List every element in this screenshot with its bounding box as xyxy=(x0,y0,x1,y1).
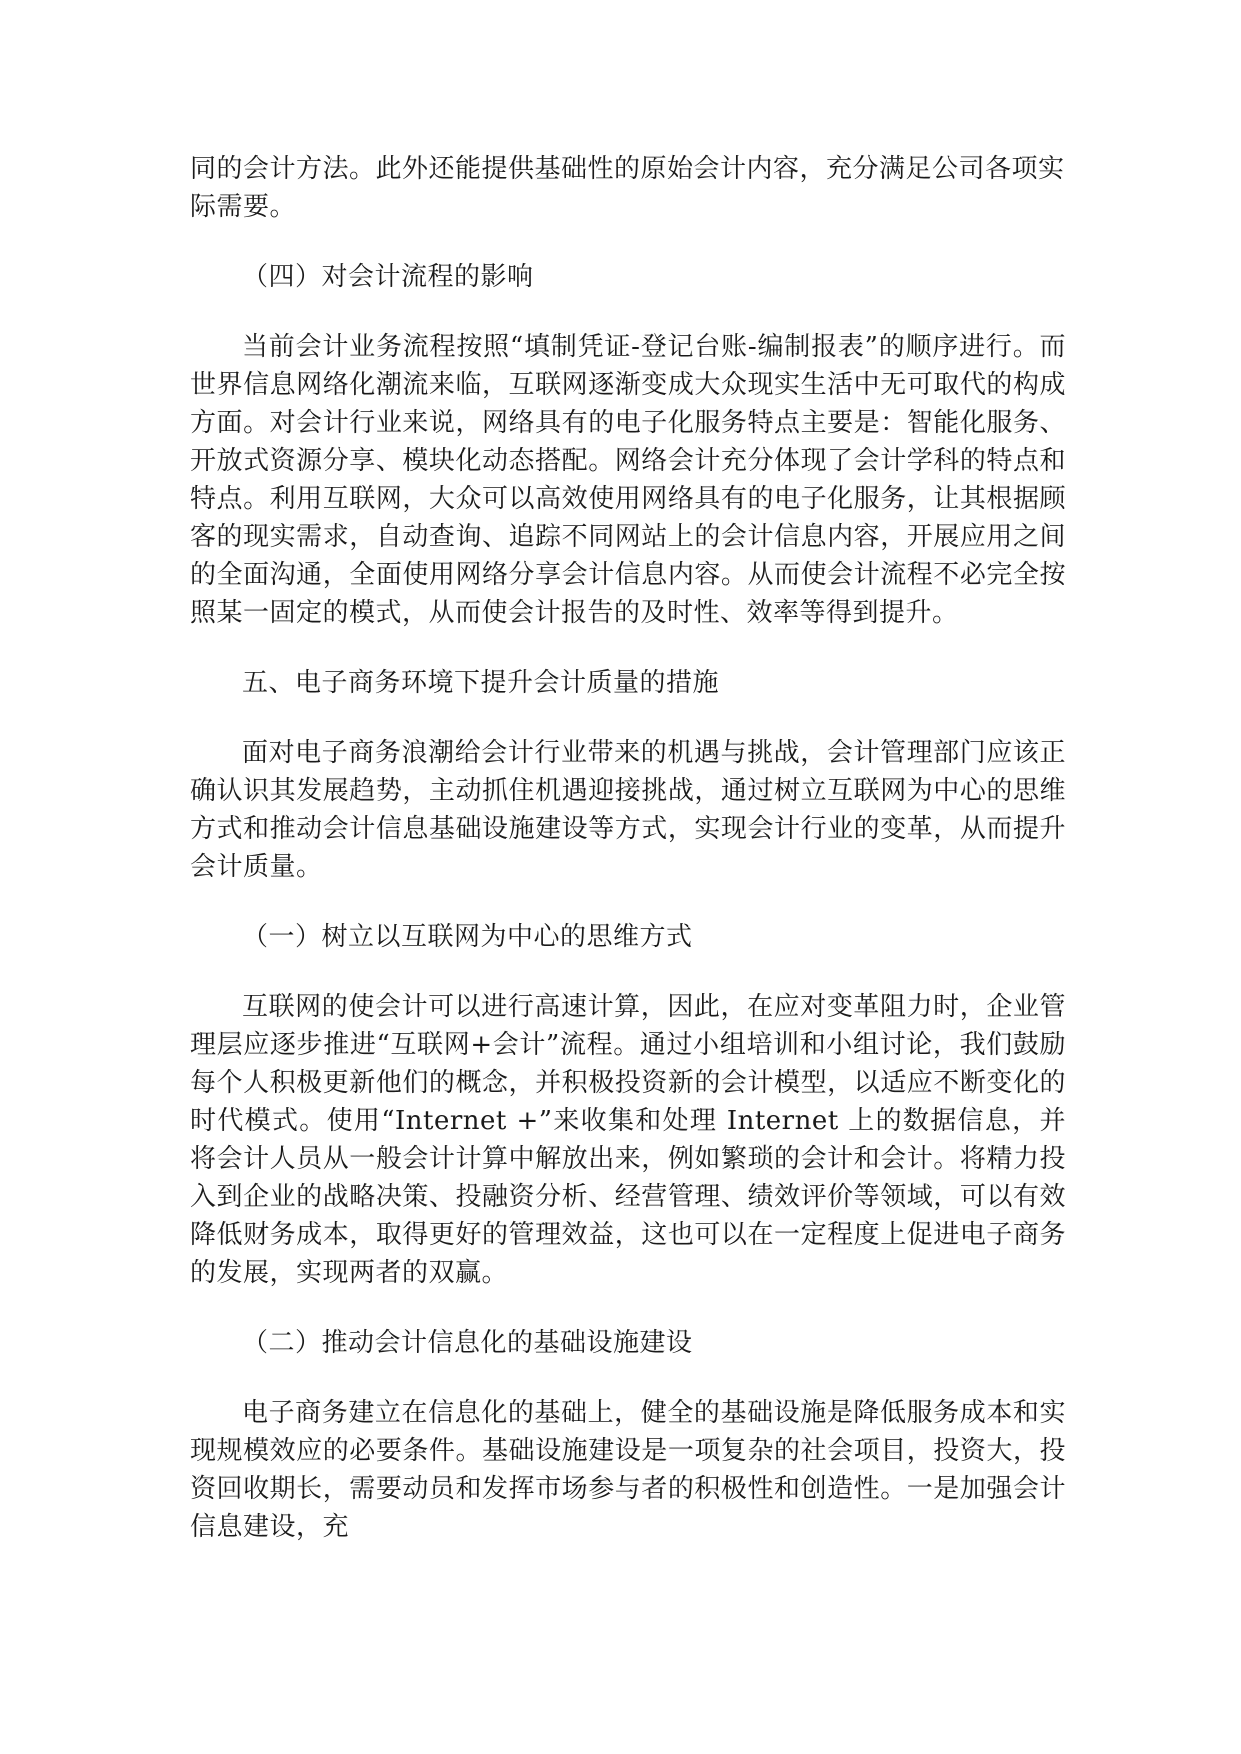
paragraph-accounting-process: 当前会计业务流程按照“填制凭证-登记台账-编制报表”的顺序进行。而世界信息网络化潮流来临，互联网逐渐变成大众现实生活中无可取代的构成方面。对会计行业来说，网络具有的电子化服务特点主要是：智能化服务、开放式资源分享、模块化动态搭配。网络会计充分体现了会计学科的特点和特点。利用互联网，大众可以高效使用网络具有的电子化服务，让其根据顾客的现实需求，自动查询、追踪不同网站上的会计信息内容，开展应用之间的全面沟通，全面使用网络分享会计信息内容。从而使会计流程不必完全按照某一固定的模式，从而使会计报告的及时性、效率等得到提升。 xyxy=(190,332,1066,628)
paragraph-infrastructure: 电子商务建立在信息化的基础上，健全的基础设施是降低服务成本和实现规模效应的必要条件。基础设施建设是一项复杂的社会项目，投资大，投资回收期长，需要动员和发挥市场参与者的积极性和创造性。一是加强会计信息建设，充 xyxy=(190,1398,1066,1542)
section-heading-2: （二）推动会计信息化的基础设施建设 xyxy=(242,1328,693,1358)
spacer xyxy=(190,1362,1066,1394)
paragraph-continued: 同的会计方法。此外还能提供基础性的原始会计内容，充分满足公司各项实际需要。 xyxy=(190,154,1065,222)
paragraph-measures-intro: 面对电子商务浪潮给会计行业带来的机遇与挑战，会计管理部门应该正确认识其发展趋势，主动抓住机遇迎接挑战，通过树立互联网为中心的思维方式和推动会计信息基础设施建设等方式，实现会计行业的变革，从而提升会计质量。 xyxy=(190,738,1066,882)
section-heading-4: （四）对会计流程的影响 xyxy=(242,262,534,292)
spacer xyxy=(190,632,1066,664)
spacer xyxy=(190,702,1066,734)
section-heading-1: （一）树立以互联网为中心的思维方式 xyxy=(242,922,693,952)
chapter-heading-5: 五、电子商务环境下提升会计质量的措施 xyxy=(242,668,720,698)
paragraph-internet-thinking: 互联网的使会计可以进行高速计算，因此，在应对变革阻力时，企业管理层应逐步推进“互联网+会计”流程。通过小组培训和小组讨论，我们鼓励每个人积极更新他们的概念，并积极投资新的会计模型，以适应不断变化的时代模式。使用“Internet +”来收集和处理 Internet 上的数据信息，并将会计人员从一般会计计算中解放出来，例如繁琐的会计和会计。将精力投入到企业的战略决策、投融资分析、经营管理、绩效评价等领域，可以有效降低财务成本，取得更好的管理效益，这也可以在一定程度上促进电子商务的发展，实现两者的双赢。 xyxy=(190,992,1066,1288)
document-body xyxy=(190,150,1066,1546)
spacer xyxy=(190,956,1066,988)
spacer xyxy=(190,296,1066,328)
spacer xyxy=(190,226,1066,258)
spacer xyxy=(190,1292,1066,1324)
spacer xyxy=(190,886,1066,918)
